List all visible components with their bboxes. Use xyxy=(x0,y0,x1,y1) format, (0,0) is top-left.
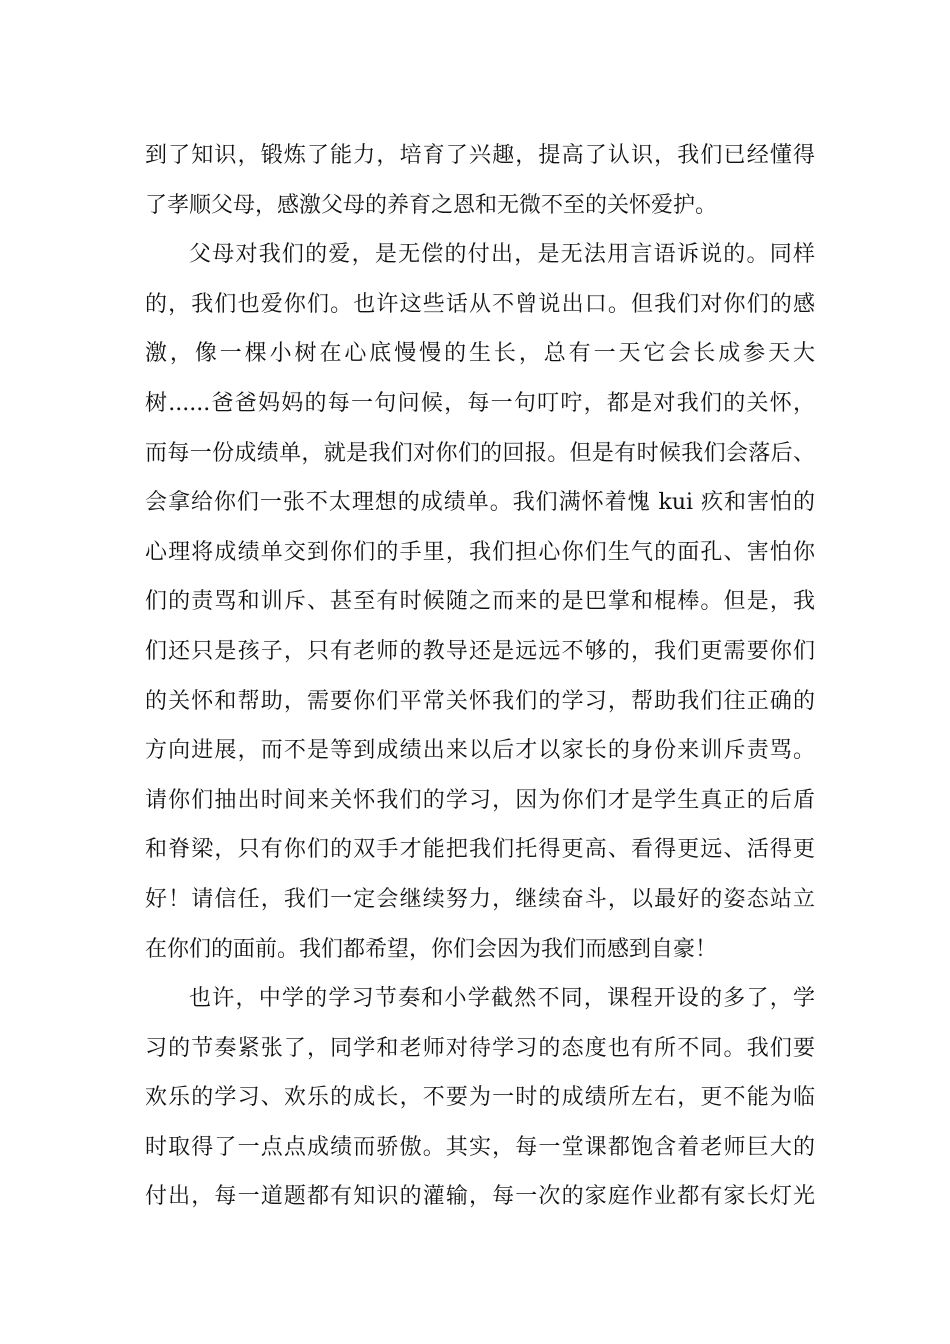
text-line-1: 到了知识，锻炼了能力，培育了兴趣，提高了认识，我们已经懂得 xyxy=(145,143,815,168)
text-line-15: 和脊梁，只有你们的双手才能把我们托得更高、看得更远、活得更 xyxy=(145,837,815,863)
text-line-18: 也许，中学的学习节奏和小学截然不同，课程开设的多了，学 xyxy=(189,986,815,1012)
text-line-19: 习的节奏紧张了，同学和老师对待学习的态度也有所不同。我们要 xyxy=(145,1035,815,1061)
text-line-7: 而每一份成绩单，就是我们对你们的回报。但是有时候我们会落后、 xyxy=(145,440,815,466)
text-line-11: 们还只是孩子，只有老师的教导还是远远不够的，我们更需要你们 xyxy=(145,638,815,664)
text-line-5: 激，像一棵小树在心底慢慢的生长，总有一天它会长成参天大 xyxy=(145,341,815,367)
text-line-13: 方向进展，而不是等到成绩出来以后才以家长的身份来训斥责骂。 xyxy=(145,738,815,764)
text-line-16: 好！请信任，我们一定会继续努力，继续奋斗，以最好的姿态站立 xyxy=(145,886,815,912)
text-line-12: 的关怀和帮助，需要你们平常关怀我们的学习，帮助我们往正确的 xyxy=(145,688,815,714)
text-line-4: 的，我们也爱你们。也许这些话从不曾说出口。但我们对你们的感 xyxy=(145,291,815,317)
text-line-17: 在你们的面前。我们都希望，你们会因为我们而感到自豪！ xyxy=(145,936,718,962)
body-text xyxy=(145,131,815,1222)
text-line-14: 请你们抽出时间来关怀我们的学习，因为你们才是学生真正的后盾 xyxy=(145,787,815,813)
text-line-6: 树......爸爸妈妈的每一句问候，每一句叮咛，都是对我们的关怀， xyxy=(145,390,815,416)
text-line-21: 时取得了一点点成绩而骄傲。其实，每一堂课都饱含着老师巨大的 xyxy=(145,1134,815,1160)
text-line-10: 们的责骂和训斥、甚至有时候随之而来的是巴掌和棍棒。但是，我 xyxy=(145,589,815,615)
text-line-2: 了孝顺父母，感激父母的养育之恩和无微不至的关怀爱护。 xyxy=(145,192,718,218)
text-line-3: 父母对我们的爱，是无偿的付出，是无法用言语诉说的。同样 xyxy=(189,242,815,268)
text-line-8: 会拿给你们一张不太理想的成绩单。我们满怀着愧 kui 疚和害怕的 xyxy=(145,490,815,516)
text-line-20: 欢乐的学习、欢乐的成长，不要为一时的成绩所左右，更不能为临 xyxy=(145,1085,815,1111)
text-line-22: 付出，每一道题都有知识的灌输，每一次的家庭作业都有家长灯光 xyxy=(145,1184,815,1210)
text-line-9: 心理将成绩单交到你们的手里，我们担心你们生气的面孔、害怕你 xyxy=(145,539,815,565)
